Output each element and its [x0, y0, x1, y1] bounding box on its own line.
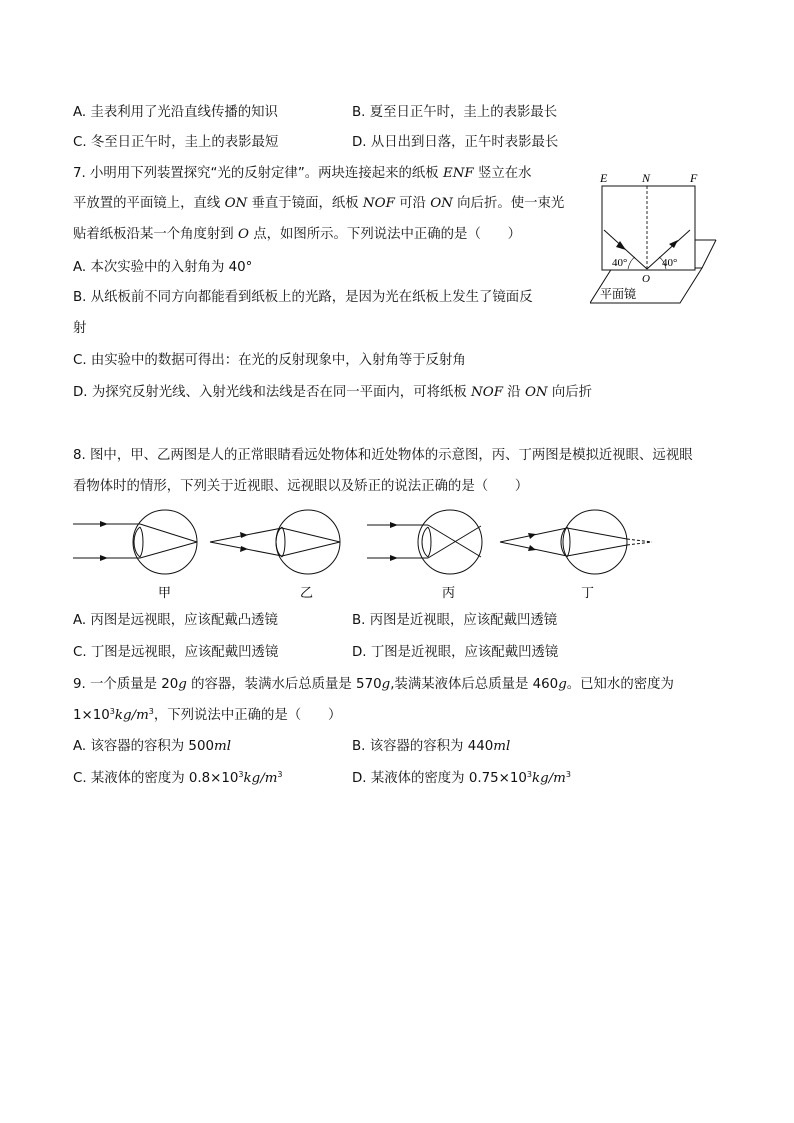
q8-option-a: A. 丙图是远视眼，应该配戴凸透镜: [73, 613, 278, 628]
q9-option-b: B. 该容器的容积为 440ml: [352, 739, 511, 754]
q6-option-b: B. 夏至日正午时，圭上的表影最长: [352, 105, 558, 120]
q9-option-d: D. 某液体的密度为 $0.75\times 10^3kg/m^3$: [352, 770, 571, 786]
label-yi: 乙: [300, 585, 314, 600]
q6-option-c: C. 冬至日正午时，圭上的表影最短: [73, 135, 279, 150]
eye-diagrams: [70, 505, 670, 605]
q8-option-c: C. 丁图是远视眼，应该配戴凹透镜: [73, 645, 279, 660]
q9-stem-line1: 9. 一个质量是 20g 的容器，装满水后总质量是 570g,装满某液体后总质量是 460g。已知水的密度为: [73, 677, 674, 692]
label-ding: 丁: [581, 585, 595, 600]
label-n: N: [642, 171, 651, 185]
q9-option-c: C. 某液体的密度为 $0.8\times 10^3kg/m^3$: [73, 770, 283, 786]
q6-option-d: D. 从日出到日落，正午时表影最长: [352, 135, 559, 150]
eye-diagram-bing: [367, 510, 482, 574]
eye-diagram-jia: [73, 510, 197, 574]
label-bing: 丙: [442, 585, 456, 600]
q9-stem-line2: $1\times 10^3kg/m^3$，下列说法中正确的是（ ）: [73, 707, 342, 723]
q8-option-b: B. 丙图是近视眼，应该配戴凹透镜: [352, 613, 558, 628]
q8-stem-line2: 看物体时的情形，下列关于近视眼、远视眼以及矫正的说法正确的是（ ）: [73, 479, 529, 494]
angle-label-right: 40°: [662, 257, 678, 269]
q7-option-b-line2: 射: [73, 321, 87, 336]
label-f: F: [690, 171, 698, 185]
mirror-label: 平面镜: [600, 287, 637, 301]
q7-option-c: C. 由实验中的数据可得出：在光的反射现象中，入射角等于反射角: [73, 353, 466, 368]
q7-stem-line3: 贴着纸板沿某一个角度射到 O 点，如图所示。下列说法中正确的是（ ）: [73, 227, 522, 242]
q7-option-b-line1: B. 从纸板前不同方向都能看到纸板上的光路，是因为光在纸板上发生了镜面反: [73, 290, 533, 305]
label-jia: 甲: [158, 585, 172, 600]
q9-option-a: A. 该容器的容积为 500ml: [73, 739, 231, 754]
label-e: E: [600, 171, 608, 185]
eye-diagram-ding: [500, 510, 652, 574]
q7-stem-line2: 平放置的平面镜上，直线 ON 垂直于镜面，纸板 NOF 可沿 ON 向后折。使一束光: [73, 196, 565, 211]
q7-stem-line1: 7. 小明用下列装置探究“光的反射定律”。两块连接起来的纸板 ENF 竖立在水: [73, 166, 532, 181]
label-o: O: [642, 273, 650, 285]
reflection-diagram: [590, 168, 720, 308]
q6-option-a: A. 圭表利用了光沿直线传播的知识: [73, 105, 278, 120]
q7-option-a: A. 本次实验中的入射角为 40°: [73, 260, 253, 275]
q8-stem-line1: 8. 图中，甲、乙两图是人的正常眼睛看远处物体和近处物体的示意图，丙、丁两图是模拟近视眼、远视眼: [73, 448, 693, 463]
q7-option-d: D. 为探究反射光线、入射光线和法线是否在同一平面内，可将纸板 NOF 沿 ON 向后折: [73, 385, 593, 400]
angle-label-left: 40°: [612, 257, 628, 269]
eye-diagram-yi: [210, 510, 340, 574]
q8-option-d: D. 丁图是近视眼，应该配戴凹透镜: [352, 645, 559, 660]
